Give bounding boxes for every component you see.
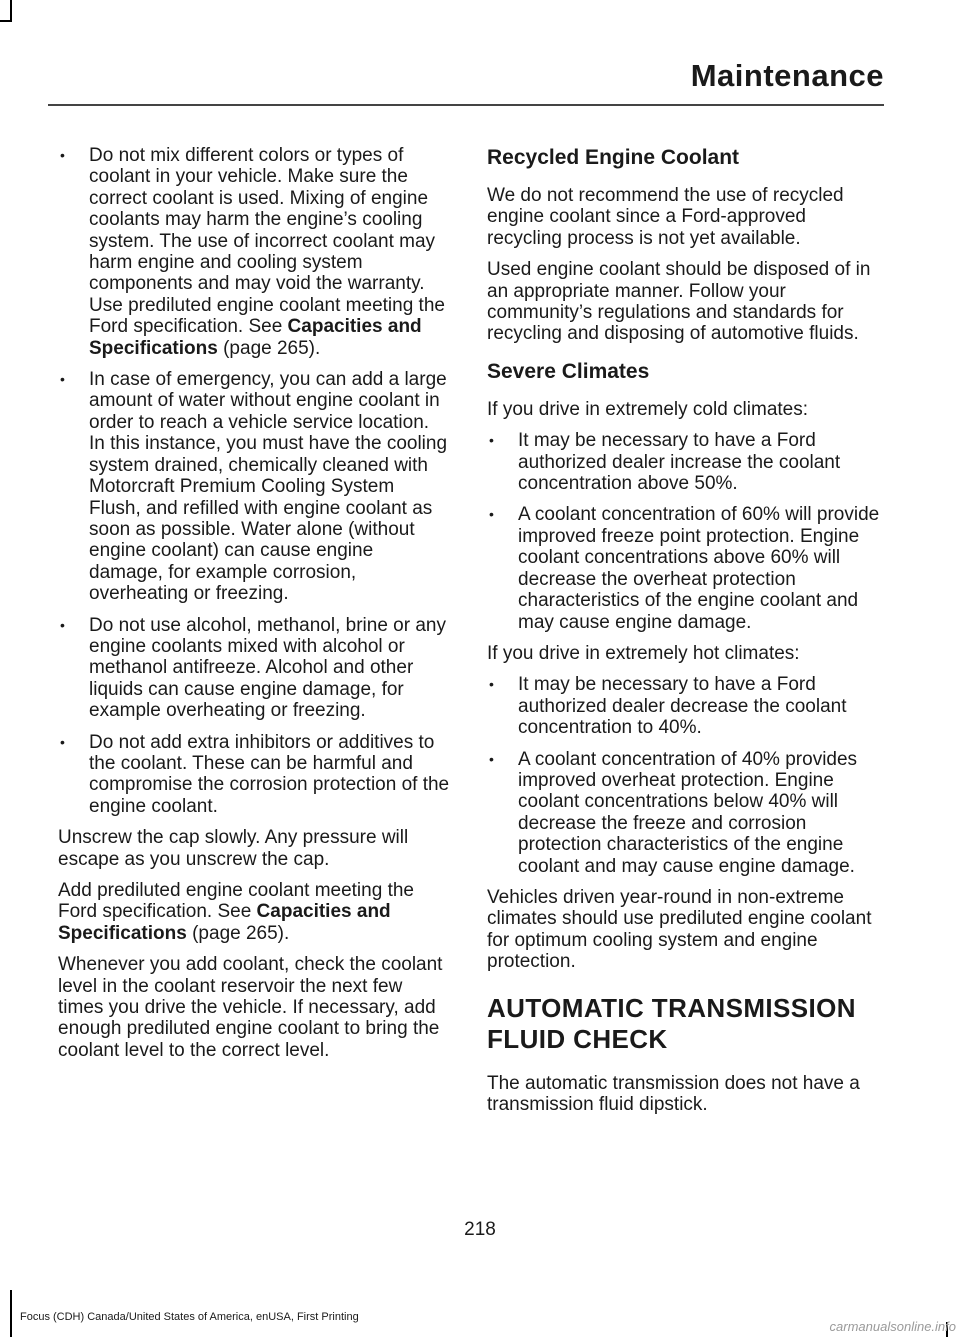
heading-recycled-coolant: Recycled Engine Coolant <box>487 146 740 169</box>
hot-climate-list <box>487 674 882 877</box>
list-item: • A coolant concentration of 40% provides improved overheat protection. Engine coolant concentrations below 40% will decrease the freeze and corrosion protection characteristics of the engine coolant and may cause engine damage. <box>487 749 882 877</box>
paragraph-cold-intro: If you drive in extremely cold climates: <box>487 398 809 420</box>
right-column <box>487 145 882 1125</box>
cross-reference-link[interactable]: Capacities and Specifications <box>89 316 422 359</box>
paragraph-add-coolant: Add prediluted engine coolant meeting the Ford specification. See Capacities and Specifications (page 265). <box>58 880 414 944</box>
cross-reference-link[interactable]: Capacities and Specifications <box>58 901 391 944</box>
list-item: • Do not add extra inhibitors or additives to the coolant. These can be harmful and compromise the corrosion protection of the engine coolant. <box>58 732 450 818</box>
list-item: • A coolant concentration of 60% will provide improved freeze point protection. Engine coolant concentrations above 60% will decrease the overheat protection characteristics of the engine coolant and may cause engine damage. <box>487 504 882 632</box>
list-item: • Do not use alcohol, methanol, brine or any engine coolants mixed with alcohol or methanol antifreeze. Alcohol and other liquids can cause engine damage, for example overheating or freezing. <box>58 615 450 722</box>
page-title: Maintenance <box>690 58 884 93</box>
crop-mark <box>10 0 12 22</box>
coolant-warnings-list <box>58 145 450 817</box>
heading-severe-climates: Severe Climates <box>487 359 650 383</box>
crop-mark <box>10 1290 12 1337</box>
paragraph-unscrew: Unscrew the cap slowly. Any pressure will escape as you unscrew the cap. <box>58 827 409 870</box>
cold-climate-list <box>487 430 882 633</box>
footer-text: Focus (CDH) Canada/United States of America, enUSA, First Printing <box>20 1311 359 1323</box>
list-item: • In case of emergency, you can add a large amount of water without engine coolant in order to reach a vehicle service location. In this instance, you must have the cooling system drained, chemically cleaned with Motorcraft Premium Cooling System Flush, and refilled with engine coolant as soon as possible. Water alone (without engine coolant) can cause engine damage, for example corrosion, overheating or freezing. <box>58 369 450 604</box>
list-item: • It may be necessary to have a Ford authorized dealer decrease the coolant concentration to 40%. <box>487 674 882 738</box>
paragraph-hot-intro: If you drive in extremely hot climates: <box>487 642 800 664</box>
left-column <box>58 145 450 1071</box>
heading-transmission-fluid-check: AUTOMATIC TRANSMISSION FLUID CHECK <box>487 992 856 1054</box>
crop-mark <box>0 20 12 22</box>
header-rule <box>48 104 884 106</box>
list-item: • Do not mix different colors or types of coolant in your vehicle. Make sure the correct coolant is used. Mixing of engine coolants may harm the engine’s cooling system. The use of incorrect coolant may harm engine and cooling system components and may void the warranty. Use prediluted engine coolant meeting the Ford specification. See Capacities and Specifications (page 265). <box>58 145 450 359</box>
paragraph: Used engine coolant should be disposed of in an appropriate manner. Follow your community’s regulations and standards for recycling and disposing of automotive fluids. <box>487 259 871 345</box>
paragraph-check-level: Whenever you add coolant, check the coolant level in the coolant reservoir the next few times you drive the vehicle. If necessary, add enough prediluted engine coolant to bring the coolant level to the correct level. <box>58 954 443 1061</box>
page-number: 218 <box>464 1219 496 1240</box>
paragraph-transmission: The automatic transmission does not have a transmission fluid dipstick. <box>487 1072 860 1115</box>
list-item: • It may be necessary to have a Ford authorized dealer increase the coolant concentration above 50%. <box>487 430 882 494</box>
paragraph: We do not recommend the use of recycled engine coolant since a Ford-approved recycling process is not yet available. <box>487 185 844 249</box>
watermark: carmanualsonline.info <box>829 1319 956 1334</box>
paragraph-non-extreme: Vehicles driven year-round in non-extreme climates should use prediluted engine coolant for optimum cooling system and engine protection. <box>487 886 872 973</box>
